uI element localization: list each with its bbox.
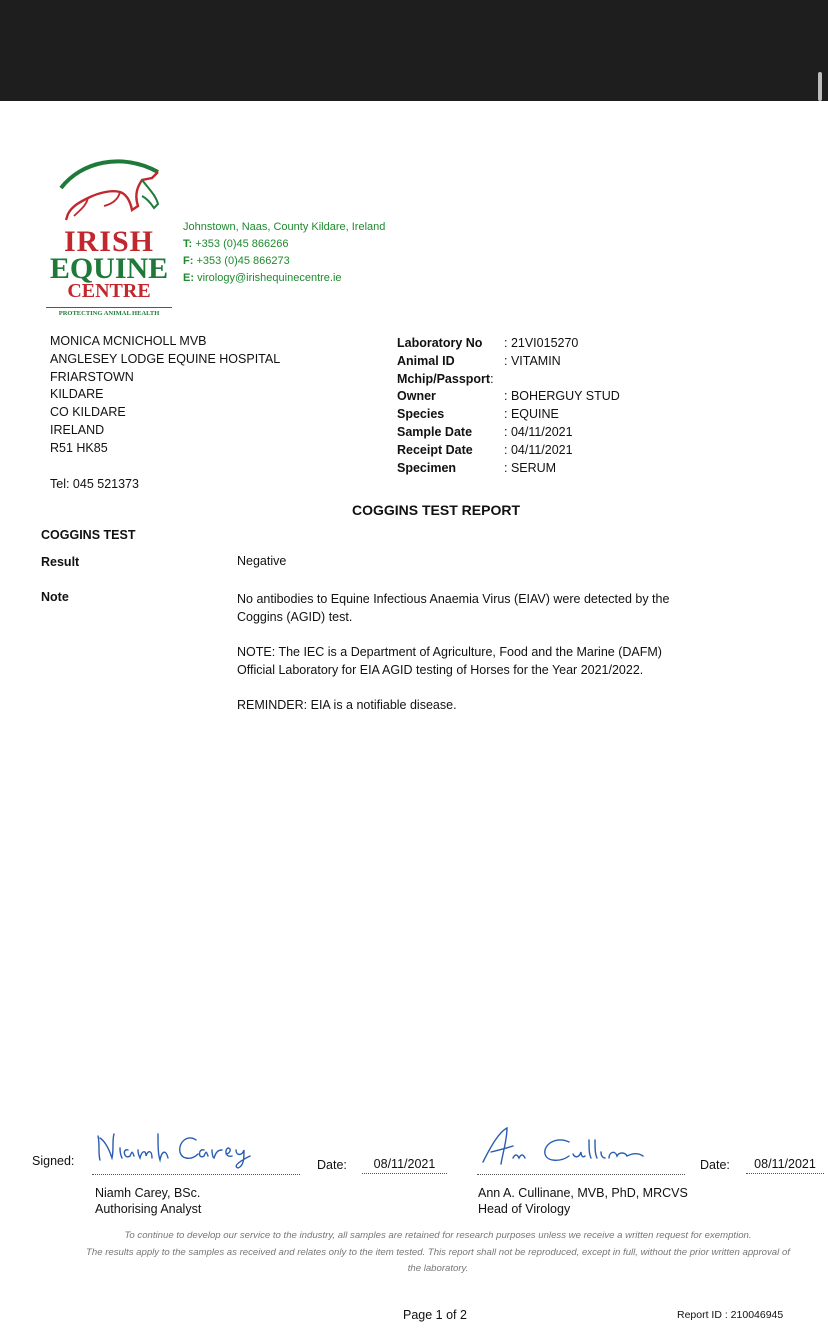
report-title: COGGINS TEST REPORT bbox=[352, 502, 521, 518]
address-line: IRELAND bbox=[50, 422, 105, 437]
address-line: FRIARSTOWN bbox=[50, 369, 134, 384]
signer-1 bbox=[95, 1185, 201, 1217]
section-heading: COGGINS TEST bbox=[41, 528, 136, 542]
date-label-1: Date: bbox=[317, 1158, 347, 1172]
signature-ann-cullinane bbox=[477, 1122, 685, 1175]
address-line: R51 HK85 bbox=[50, 440, 108, 455]
signer-2 bbox=[478, 1185, 688, 1217]
address-line: CO KILDARE bbox=[50, 405, 126, 420]
report-id: Report ID : 210046945 bbox=[677, 1309, 784, 1321]
date-value-2: 08/11/2021 bbox=[746, 1157, 824, 1174]
footer-disclaimer bbox=[86, 1228, 790, 1278]
note-label: Note bbox=[41, 590, 69, 604]
date-value-1: 08/11/2021 bbox=[362, 1157, 447, 1174]
note-paragraph: No antibodies to Equine Infectious Anaemia Virus (EIAV) were detected by the Coggins (AGID) test. bbox=[237, 592, 670, 624]
recipient-tel: Tel: 045 521373 bbox=[50, 477, 139, 491]
svg-text:Ann Cullinane: Ann Cullinane bbox=[477, 1122, 484, 1123]
logo-tagline: PROTECTING ANIMAL HEALTH bbox=[46, 307, 172, 317]
note-paragraph: REMINDER: EIA is a notifiable disease. bbox=[237, 698, 457, 712]
contact-address: Johnstown, Naas, County Kildare, Ireland bbox=[183, 221, 386, 233]
signer-1-role: Authorising Analyst bbox=[95, 1202, 202, 1216]
date-label-2: Date: bbox=[700, 1158, 730, 1172]
lab-info-table bbox=[397, 335, 620, 477]
signer-2-role: Head of Virology bbox=[478, 1202, 571, 1216]
footer-line-1: To continue to develop our service to the industry, all samples are retained for research purposes unless we receive a written request for exemption. bbox=[124, 1230, 752, 1241]
contact-phone: T: +353 (0)45 866266 bbox=[183, 238, 289, 250]
page-number: Page 1 of 2 bbox=[403, 1308, 467, 1322]
lab-info-row: Specimen : SERUM bbox=[397, 460, 557, 475]
lab-info-row: Laboratory No : 21VI015270 bbox=[397, 336, 579, 350]
signature-niamh-carey bbox=[92, 1122, 300, 1175]
lab-info-row: Mchip/Passport : bbox=[397, 371, 494, 386]
signer-1-name: Niamh Carey, BSc. bbox=[95, 1186, 201, 1200]
address-line: MONICA MCNICHOLL MVB bbox=[50, 334, 207, 348]
signer-2-name: Ann A. Cullinane, MVB, PhD, MRCVS bbox=[478, 1186, 688, 1200]
recipient-address bbox=[50, 333, 280, 458]
logo-word-equine: EQUINE bbox=[49, 252, 169, 285]
address-line: KILDARE bbox=[50, 387, 104, 402]
note-paragraph: NOTE: The IEC is a Department of Agriculture, Food and the Marine (DAFM) Official Laboratory for EIA AGID testing of Horses for the Year 2021/2022. bbox=[237, 645, 662, 677]
logo-word-irish: IRISH bbox=[63, 225, 155, 258]
contact-block bbox=[183, 219, 385, 287]
address-line: ANGLESEY LODGE EQUINE HOSPITAL bbox=[50, 351, 281, 366]
lab-info-row: Species : EQUINE bbox=[397, 407, 559, 422]
scrollbar-thumb[interactable] bbox=[818, 72, 822, 101]
lab-info-row: Owner : BOHERGUY STUD bbox=[397, 389, 620, 404]
result-label: Result bbox=[41, 555, 80, 569]
note-body bbox=[237, 590, 697, 731]
logo-word-centre: CENTRE bbox=[67, 280, 151, 302]
contact-email[interactable]: E: virology@irishequinecentre.ie bbox=[183, 272, 342, 284]
viewer-top-bar bbox=[0, 0, 828, 101]
result-value: Negative bbox=[237, 554, 287, 568]
lab-info-row: Sample Date : 04/11/2021 bbox=[397, 424, 573, 439]
footer-line-2: The results apply to the samples as received and relates only to the item tested. This report shall not be reproduced, except in full, without the prior written approval of the laboratory. bbox=[86, 1246, 790, 1274]
lab-info-row: Animal ID : VITAMIN bbox=[397, 353, 561, 368]
lab-info-row: Receipt Date : 04/11/2021 bbox=[397, 442, 573, 457]
contact-fax: F: +353 (0)45 866273 bbox=[183, 255, 290, 267]
svg-text:Niamh Carey: Niamh Carey bbox=[92, 1122, 98, 1123]
signed-label: Signed: bbox=[32, 1154, 75, 1168]
